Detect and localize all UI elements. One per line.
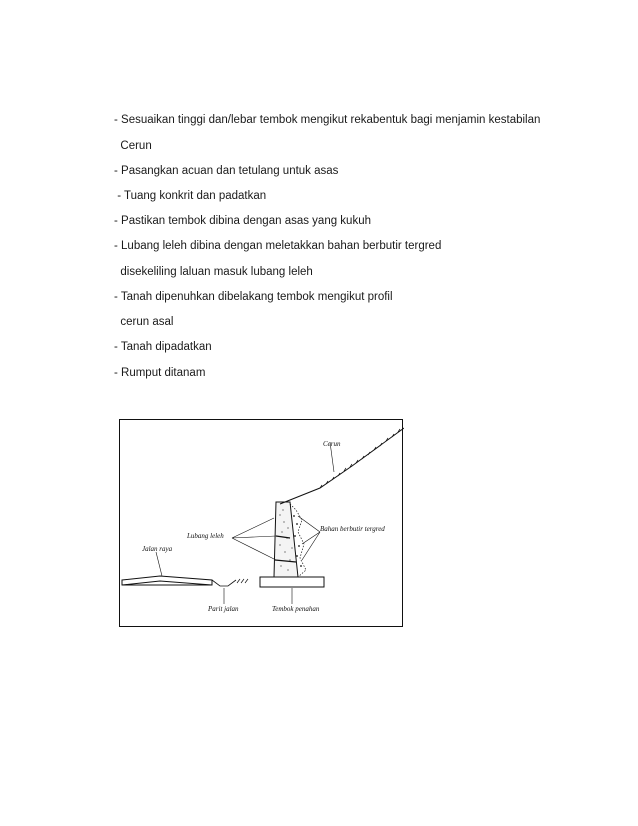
label-cerun: Cerun: [323, 440, 341, 448]
wall-stem: [274, 502, 298, 577]
slope-line: [280, 428, 404, 504]
bullet-line-10: - Tanah dipadatkan: [114, 341, 212, 353]
bullet-line-4: - Tuang konkrit dan padatkan: [114, 190, 267, 202]
bullet-line-2: Cerun: [114, 140, 152, 152]
bullet-line-3: - Pasangkan acuan dan tetulang untuk asas: [114, 165, 339, 177]
bullet-line-5: - Pastikan tembok dibina dengan asas yang kukuh: [114, 215, 371, 227]
leader-lubang: [232, 518, 276, 560]
retaining-wall-diagram: [119, 419, 403, 627]
bullet-line-1: - Sesuaikan tinggi dan/lebar tembok mengikut rekabentuk bagi menjamin kestabilan: [114, 114, 541, 126]
leader-jalan: [156, 552, 162, 576]
label-parit: Parit jalan: [208, 605, 239, 613]
diagram-svg: [120, 420, 404, 628]
label-bahan: Bahan berbutir tergred: [320, 525, 385, 533]
bullet-line-6: - Lubang leleh dibina dengan meletakkan bahan berbutir tergred: [114, 240, 442, 252]
road-surface: [122, 576, 212, 585]
bullet-line-8: - Tanah dipenuhkan dibelakang tembok mengikut profil: [114, 291, 393, 303]
label-tembok: Tembok penahan: [272, 605, 320, 613]
ground-hatch: [237, 579, 248, 583]
label-lubang: Lubang leleh: [187, 532, 224, 540]
bullet-line-9: cerun asal: [114, 316, 174, 328]
bullet-line-7: disekeliling laluan masuk lubang leleh: [114, 266, 313, 278]
wall-footing: [260, 577, 324, 587]
label-jalan: Jalan raya: [142, 545, 173, 553]
road-drain: [212, 580, 236, 586]
bullet-line-11: - Rumput ditanam: [114, 367, 206, 379]
